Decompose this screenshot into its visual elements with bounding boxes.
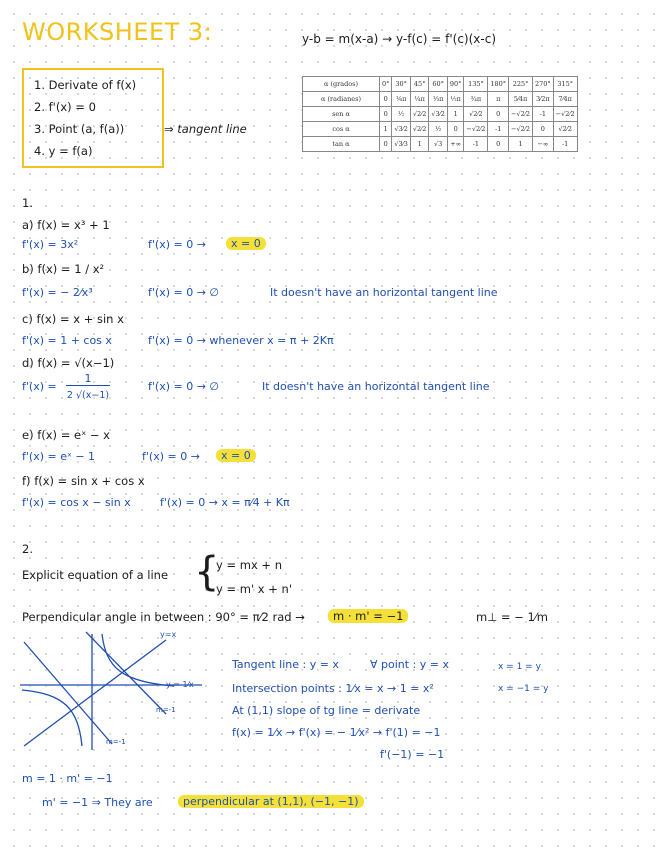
trig-cell: 0 [380, 107, 392, 122]
trig-cell: 0 [533, 122, 554, 137]
part-a-equation: f'(x) = 0 → [148, 238, 206, 251]
trig-cell: 30° [392, 77, 411, 92]
part-a-result: x = 0 [226, 237, 266, 250]
trig-cell: 60° [429, 77, 448, 92]
trig-cell: 0 [380, 137, 392, 152]
steps-result: ⇒ tangent line [164, 122, 247, 136]
graph-label-y-equals-1-over-x: y = 1⁄x [166, 680, 194, 689]
section-2-number: 2. [22, 542, 33, 556]
trig-row [303, 107, 578, 122]
part-e-equation: f'(x) = 0 → [142, 450, 200, 463]
trig-cell: ⅓π [429, 92, 448, 107]
intersection-solution-2: x = −1 = y [498, 684, 549, 694]
part-f-function: f) f(x) = sin x + cos x [22, 474, 145, 488]
trig-row-header: α (grados) [303, 77, 380, 92]
trig-cell: 180° [488, 77, 509, 92]
trig-row [303, 92, 578, 107]
trig-cell: √2⁄2 [410, 122, 429, 137]
trig-row-header: α (radianes) [303, 92, 380, 107]
trig-cell: π [488, 92, 509, 107]
part-d-numerator: 1 [66, 372, 110, 386]
part-c-equation: f'(x) = 0 → whenever x = π + 2Kπ [148, 334, 334, 347]
part-d-note: It doesn't have an horizontal tangent line [262, 380, 490, 393]
trig-cell: -1 [464, 137, 488, 152]
part-b-derivative: f'(x) = − 2⁄x³ [22, 286, 93, 299]
trig-cell: -1 [488, 122, 509, 137]
step-4: 4. y = f(a) [34, 144, 93, 158]
conclusion-text: m' = −1 ⇒ They are [42, 796, 153, 809]
trig-cell: 0 [488, 107, 509, 122]
trig-cell: 225° [509, 77, 533, 92]
part-b-note: It doesn't have an horizontal tangent line [270, 286, 498, 299]
trig-cell: −√2⁄2 [553, 107, 577, 122]
derivative-at-minus-1: f'(−1) = −1 [380, 748, 445, 761]
trig-cell: −∞ [533, 137, 554, 152]
graph-label-m-minus-1: m=-1 [156, 706, 176, 714]
trig-row-header: sen α [303, 107, 380, 122]
trig-cell: √3⁄2 [429, 107, 448, 122]
trig-cell: 7⁄4π [553, 92, 577, 107]
trig-cell: 0 [447, 122, 464, 137]
trig-cell: 90° [447, 77, 464, 92]
section-1-number: 1. [22, 196, 33, 210]
trig-row-header: tan α [303, 137, 380, 152]
trig-cell: ¾π [464, 92, 488, 107]
part-a-derivative: f'(x) = 3x² [22, 238, 79, 251]
derivative-chain: f(x) = 1⁄x → f'(x) = − 1⁄x² → f'(1) = −1 [232, 726, 441, 739]
trig-cell: √2⁄2 [410, 107, 429, 122]
trig-cell: ½ [392, 107, 411, 122]
part-e-function: e) f(x) = eˣ − x [22, 428, 110, 442]
slope-note: At (1,1) slope of tg line = derivate [232, 704, 421, 717]
part-f-equation: f'(x) = 0 → x = π⁄4 + Kπ [160, 496, 290, 509]
tangent-line-note: Tangent line : y = x [232, 658, 339, 671]
perpendicular-result: m · m' = −1 [328, 609, 408, 623]
trig-cell: +∞ [447, 137, 464, 152]
trig-cell: 135° [464, 77, 488, 92]
trig-row [303, 137, 578, 152]
trig-cell: −√2⁄2 [464, 122, 488, 137]
trig-cell: √2⁄2 [464, 107, 488, 122]
trig-cell: 0° [380, 77, 392, 92]
perpendicular-label: Perpendicular angle in between : 90° = π⁄2 rad → [22, 610, 305, 624]
part-e-result: x = 0 [216, 449, 256, 462]
trig-cell: 3⁄2π [533, 92, 554, 107]
trig-cell: √3 [429, 137, 448, 152]
part-f-derivative: f'(x) = cos x − sin x [22, 496, 131, 509]
perpendicular-slope: m⊥ = − 1⁄m [476, 610, 548, 624]
trig-row [303, 77, 578, 92]
trig-cell: ½π [447, 92, 464, 107]
part-d-denominator: 2 √(x−1) [66, 390, 110, 401]
part-d-function: d) f(x) = √(x−1) [22, 356, 115, 370]
point-slope-formula: y-b = m(x-a) → y-f(c) = f'(c)(x-c) [302, 32, 497, 46]
trig-cell: 1 [410, 137, 429, 152]
trig-cell: -1 [553, 137, 577, 152]
perpendicular-lines-sketch [16, 628, 206, 752]
brace-symbol: { [194, 549, 220, 595]
explicit-equation-label: Explicit equation of a line [22, 568, 169, 582]
trig-cell: ⅙π [392, 92, 411, 107]
worksheet-title: WORKSHEET 3: [22, 18, 213, 46]
trig-cell: −√2⁄2 [509, 107, 533, 122]
trig-cell: √3⁄2 [392, 122, 411, 137]
trig-cell: 5⁄4π [509, 92, 533, 107]
trig-cell: 1 [509, 137, 533, 152]
intersection-points-note: Intersection points : 1⁄x = x → 1 = x² [232, 682, 434, 695]
trig-cell: ¼π [410, 92, 429, 107]
trig-cell: 0 [380, 92, 392, 107]
part-b-equation: f'(x) = 0 → ∅ [148, 286, 219, 299]
trig-row [303, 122, 578, 137]
trig-cell: √2⁄2 [553, 122, 577, 137]
conclusion-highlight: perpendicular at (1,1), (−1, −1) [178, 795, 364, 808]
line-slope-minus-1-b [86, 632, 166, 714]
part-c-function: c) f(x) = x + sin x [22, 312, 124, 326]
line-equation-1: y = mx + n [216, 558, 282, 572]
graph-label-m-minus-1-b: m=-1 [106, 738, 126, 746]
step-1: 1. Derivate of f(x) [34, 78, 137, 92]
step-3: 3. Point (a, f(a)) [34, 122, 125, 136]
part-b-function: b) f(x) = 1 / x² [22, 262, 105, 276]
part-d-derivative-label: f'(x) = [22, 380, 57, 393]
trig-cell: ½ [429, 122, 448, 137]
trig-cell: 1 [380, 122, 392, 137]
line-equation-2: y = m' x + n' [216, 582, 292, 596]
steps-box [22, 68, 164, 168]
step-2: 2. f'(x) = 0 [34, 100, 96, 114]
part-d-equation: f'(x) = 0 → ∅ [148, 380, 219, 393]
trig-cell: 1 [447, 107, 464, 122]
graph-label-y-equals-x: y=x [160, 630, 177, 639]
trig-cell: -1 [533, 107, 554, 122]
trig-cell: −√2⁄2 [509, 122, 533, 137]
trig-row-header: cos α [303, 122, 380, 137]
line-slope-minus-1-a [24, 642, 112, 744]
trig-values-table [302, 76, 578, 152]
part-e-derivative: f'(x) = eˣ − 1 [22, 450, 96, 463]
part-c-derivative: f'(x) = 1 + cos x [22, 334, 112, 347]
trig-cell: 45° [410, 77, 429, 92]
trig-cell: √3⁄3 [392, 137, 411, 152]
trig-cell: 270° [533, 77, 554, 92]
for-all-point-note: ∀ point : y = x [370, 658, 450, 671]
trig-cell: 315° [553, 77, 577, 92]
intersection-solution-1: x = 1 = y [498, 662, 541, 672]
part-a-function: a) f(x) = x³ + 1 [22, 218, 110, 232]
slopes-product: m = 1 · m' = −1 [22, 772, 113, 785]
trig-cell: 0 [488, 137, 509, 152]
